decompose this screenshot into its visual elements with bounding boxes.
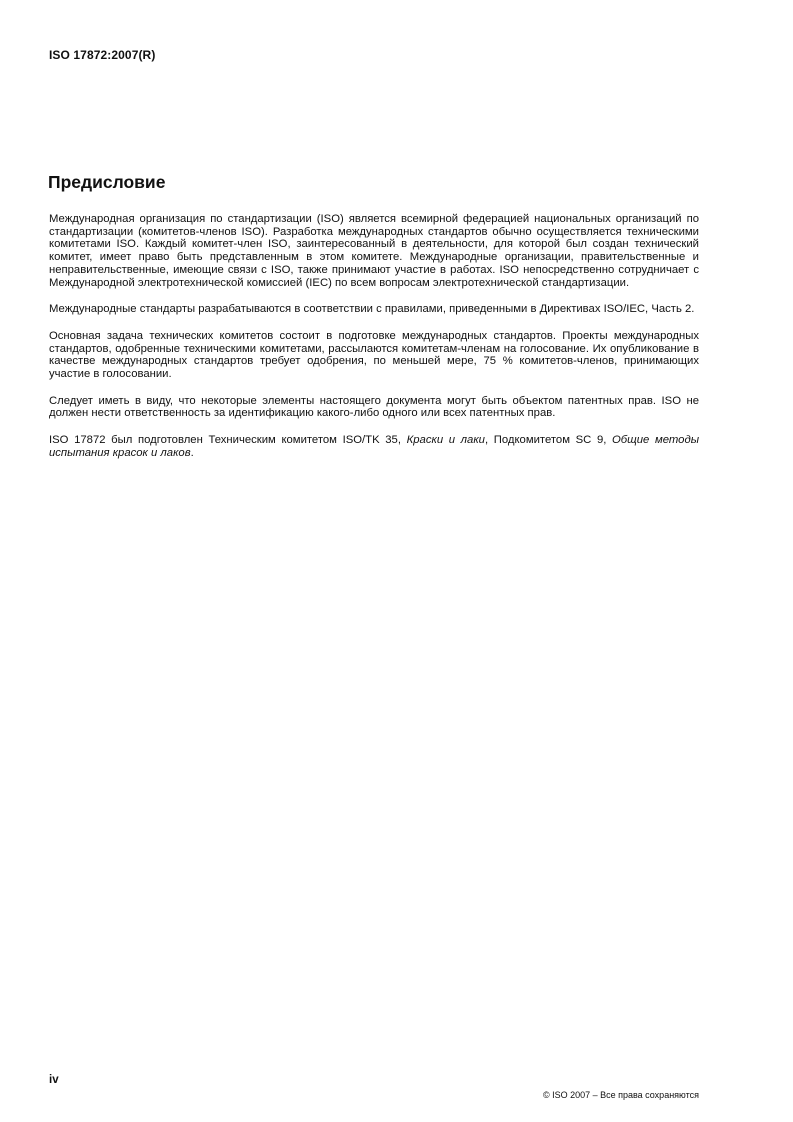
page-number: iv — [49, 1074, 59, 1086]
section-title: Предисловие — [48, 172, 166, 192]
paragraph-5-text-c: . — [190, 446, 194, 459]
paragraph-1: Международная организация по стандартизации (ISO) является всемирной федерацией национальных организаций по стандартизации (комитетов-членов ISO). Разработка международных стандартов обычно осуществляется техническими комитетами ISO. Каждый комитет-член ISO, заинтересованный в деятельности, для которой был создан технический комитет, имеет право быть представленным в этом комитете. Международные организации, правительственные и неправительственные, имеющие связи с ISO, также принимают участие в работах. ISO непосредственно сотрудничает с Международной электротехнической комиссией (IEC) по всем вопросам электротехнической стандартизации. — [49, 213, 699, 289]
paragraph-5 — [49, 434, 699, 459]
copyright-notice: © ISO 2007 – Все права сохраняются — [542, 1090, 699, 1100]
foreword-body — [49, 213, 699, 474]
paragraph-2: Международные стандарты разрабатываются в соответствии с правилами, приведенными в Директивах ISO/IEC, Часть 2. — [49, 303, 695, 316]
document-id: ISO 17872:2007(R) — [49, 48, 156, 62]
paragraph-5-text-b: , Подкомитетом SC 9, — [484, 434, 613, 447]
paragraph-5-text-a: ISO 17872 был подготовлен Техническим комитетом ISO/TK 35, — [49, 434, 407, 447]
paragraph-4: Следует иметь в виду, что некоторые элементы настоящего документа могут быть объектом патентных прав. ISO не должен нести ответственность за идентификацию какого-либо одного или всех патентных прав. — [49, 394, 699, 420]
subcommittee-topic-italic: Краски и лаки — [406, 434, 485, 447]
paragraph-3: Основная задача технических комитетов состоит в подготовке международных стандартов. Проекты международных стандартов, одобренные техническими комитетами, рассылаются комитетам-членам на голосование. Их опубликование в качестве международных стандартов требует одобрения, по меньшей мере, 75 % комитетов-членов, принимающих участие в голосовании. — [49, 329, 699, 381]
subcommittee-title-italic: Общие методы испытания красок и лаков — [49, 434, 700, 459]
